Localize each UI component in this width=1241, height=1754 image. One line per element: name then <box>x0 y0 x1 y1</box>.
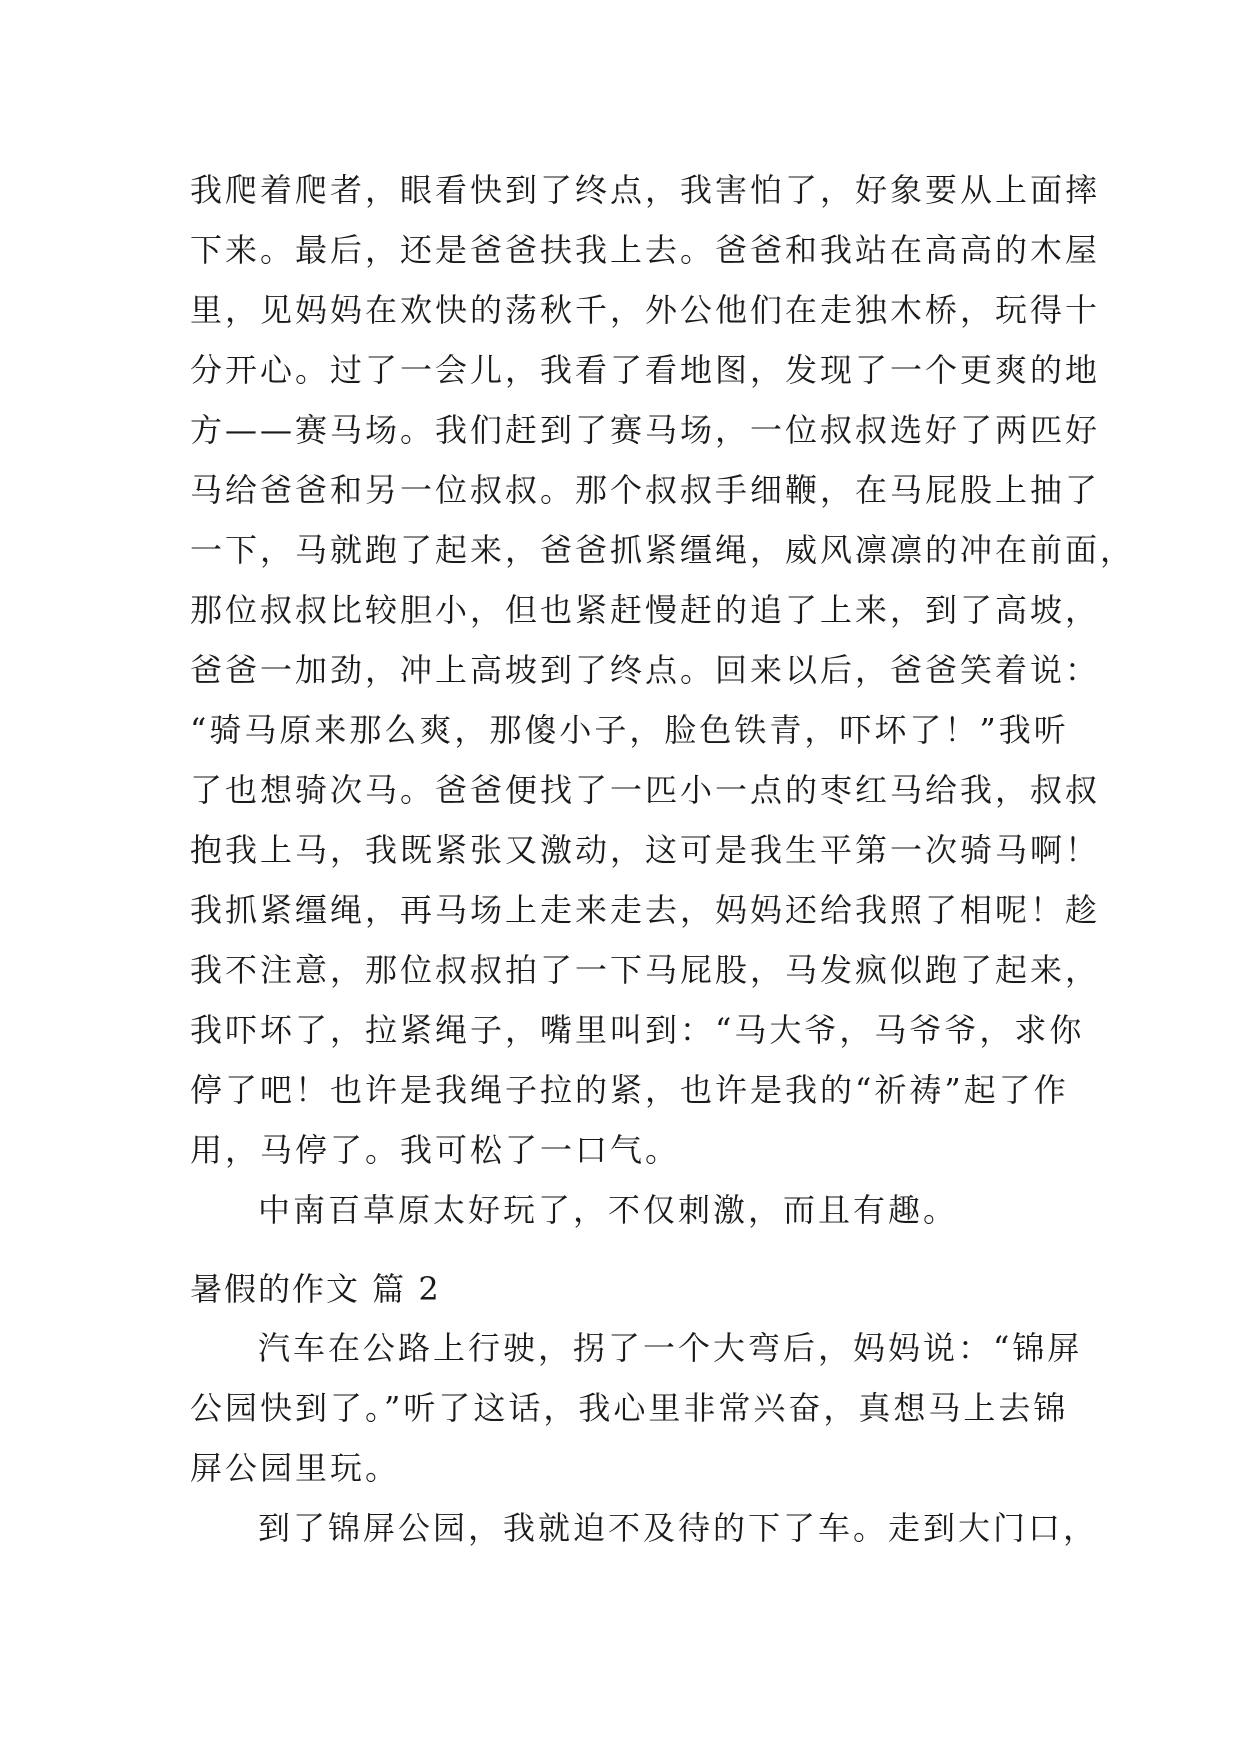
text-line: 马给爸爸和另一位叔叔。那个叔叔手细鞭，在马屁股上抽了 <box>190 471 1101 509</box>
essay-two-heading: 暑假的作文 篇 2 <box>190 1270 441 1308</box>
text-line: 了也想骑次马。爸爸便找了一匹小一点的枣红马给我，叔叔 <box>190 771 1101 809</box>
text-line: 我爬着爬者，眼看快到了终点，我害怕了，好象要从上面摔 <box>190 171 1101 209</box>
text-line: 分开心。过了一会儿，我看了看地图，发现了一个更爽的地 <box>190 351 1101 389</box>
text-line: 那位叔叔比较胆小，但也紧赶慢赶的追了上来，到了高坡， <box>190 591 1101 629</box>
text-line: 里，见妈妈在欢快的荡秋千，外公他们在走独木桥，玩得十 <box>190 291 1101 329</box>
essay-two-body <box>190 1318 1099 1558</box>
text-line: 一下，马就跑了起来，爸爸抓紧缰绳，威风凛凛的冲在前面， <box>190 531 1136 569</box>
text-line: “骑马原来那么爽，那傻小子，脸色铁青，吓坏了！”我听 <box>190 711 1069 749</box>
essay-one-body <box>190 160 1136 1240</box>
text-line: 到了锦屏公园，我就迫不及待的下了车。走到大门口， <box>258 1509 1099 1547</box>
text-line: 用，马停了。我可松了一口气。 <box>190 1131 681 1169</box>
text-line: 屏公园里玩。 <box>190 1449 401 1487</box>
closing-paragraph: 中南百草原太好玩了，不仅刺激，而且有趣。 <box>258 1191 959 1229</box>
text-line: 我吓坏了，拉紧绳子，嘴里叫到：“马大爷，马爷爷，求你 <box>190 1011 1085 1049</box>
text-line: 抱我上马，我既紧张又激动，这可是我生平第一次骑马啊！ <box>190 831 1101 869</box>
text-line: 我不注意，那位叔叔拍了一下马屁股，马发疯似跑了起来， <box>190 951 1101 989</box>
text-line: 公园快到了。”听了这话，我心里非常兴奋，真想马上去锦 <box>190 1389 1069 1427</box>
text-line: 停了吧！也许是我绳子拉的紧，也许是我的“祈祷”起了作 <box>190 1071 1069 1109</box>
text-line: 汽车在公路上行驶，拐了一个大弯后，妈妈说：“锦屏 <box>258 1329 1083 1367</box>
text-line: 我抓紧缰绳，再马场上走来走去，妈妈还给我照了相呢！趁 <box>190 891 1101 929</box>
text-line: 爸爸一加劲，冲上高坡到了终点。回来以后，爸爸笑着说： <box>190 651 1101 689</box>
text-line: 下来。最后，还是爸爸扶我上去。爸爸和我站在高高的木屋 <box>190 231 1101 269</box>
text-line: 方——赛马场。我们赶到了赛马场，一位叔叔选好了两匹好 <box>190 411 1101 449</box>
